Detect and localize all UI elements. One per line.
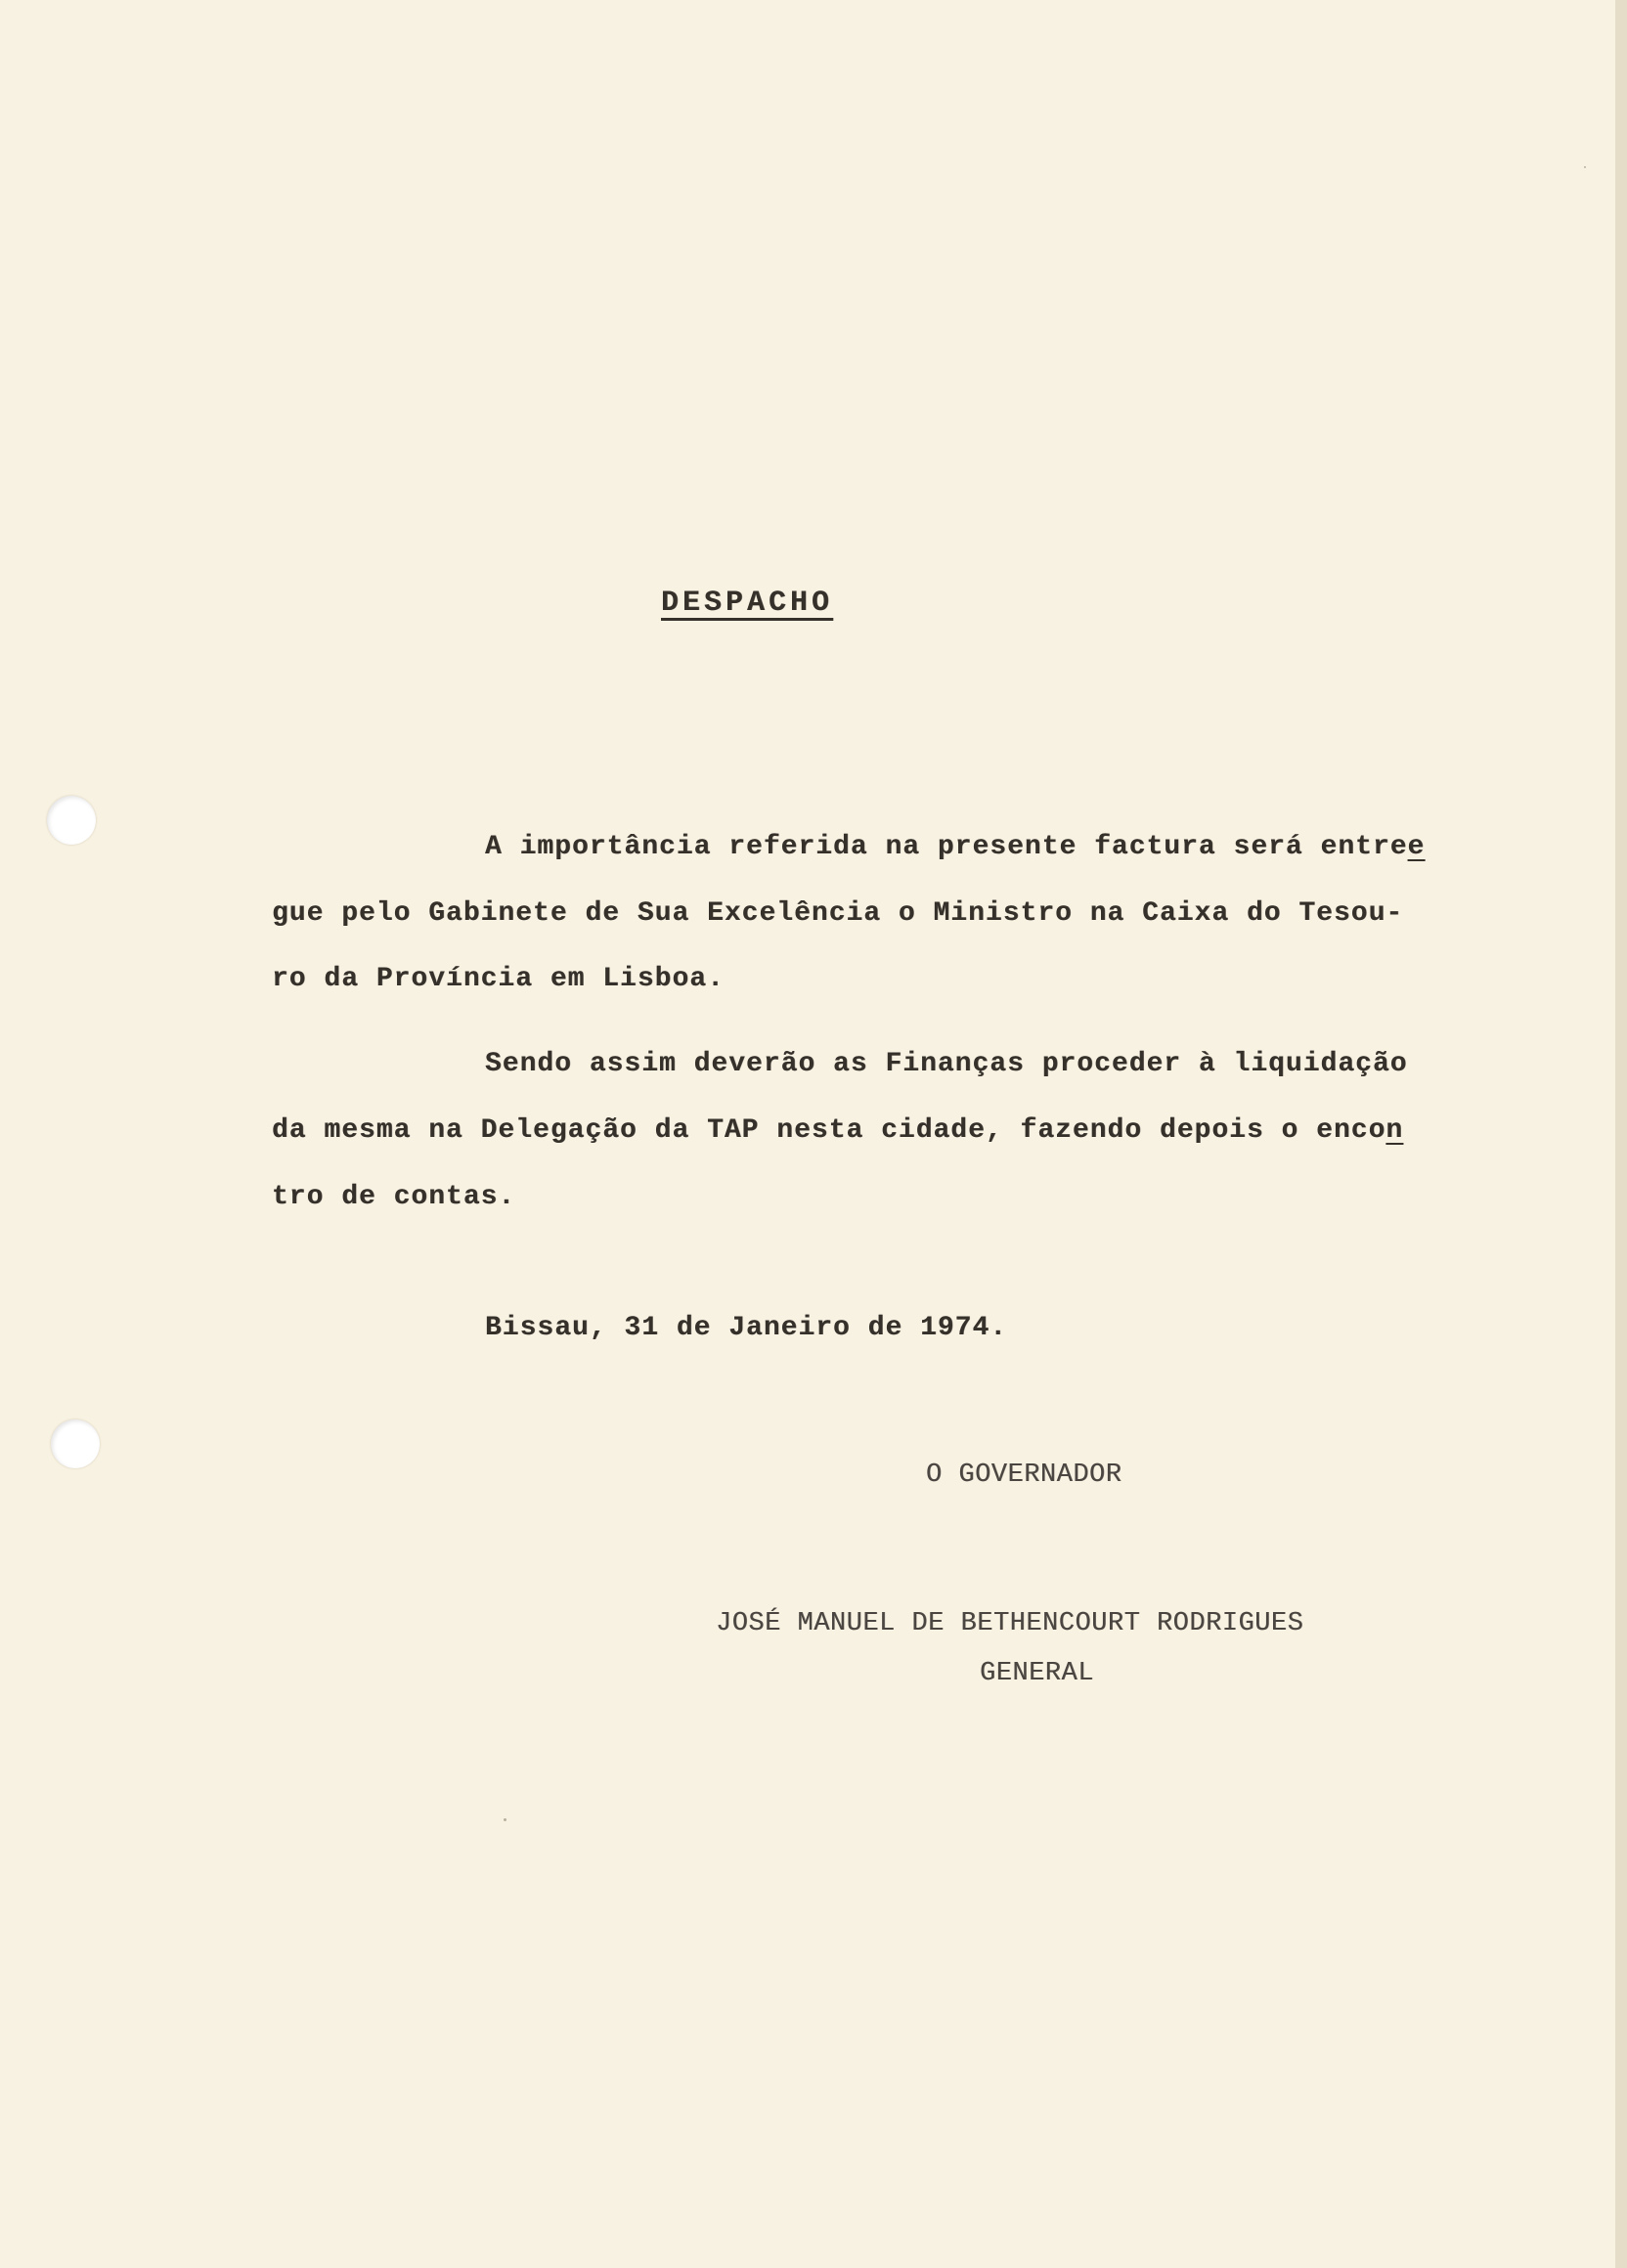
- punch-hole: [51, 1419, 100, 1468]
- paper-speck: [1584, 166, 1586, 168]
- signatory-title: O GOVERNADOR: [926, 1461, 1122, 1490]
- paragraph-1-line-2: gue pelo Gabinete de Sua Excelência o Ministro na Caixa do Tesou-: [272, 898, 1404, 929]
- paragraph-2-line-1: Sendo assim deverão as Finanças proceder à liquidação: [485, 1049, 1408, 1079]
- paragraph-1-line-1-underlined-char: e: [1407, 832, 1426, 862]
- paper-speck: [504, 1818, 506, 1821]
- page-edge: [1615, 0, 1627, 2268]
- document-title: DESPACHO: [661, 587, 834, 620]
- signatory-name: JOSÉ MANUEL DE BETHENCOURT RODRIGUES: [716, 1609, 1304, 1638]
- paragraph-1-line-1: [485, 834, 1425, 861]
- paragraph-2-line-2-underlined-char: n: [1385, 1115, 1404, 1146]
- paragraph-1-line-3: ro da Província em Lisboa.: [272, 964, 725, 994]
- paragraph-2-line-2-text: da mesma na Delegação da TAP nesta cidade, fazendo depois o enco: [272, 1115, 1386, 1146]
- paragraph-2-line-3: tro de contas.: [272, 1182, 516, 1212]
- punch-hole: [47, 796, 96, 845]
- paragraph-2-line-2: [272, 1117, 1403, 1145]
- date-line: Bissau, 31 de Janeiro de 1974.: [485, 1313, 1008, 1343]
- paragraph-1-line-1-text: A importância referida na presente factura será entre: [485, 832, 1408, 862]
- signatory-rank: GENERAL: [980, 1659, 1094, 1688]
